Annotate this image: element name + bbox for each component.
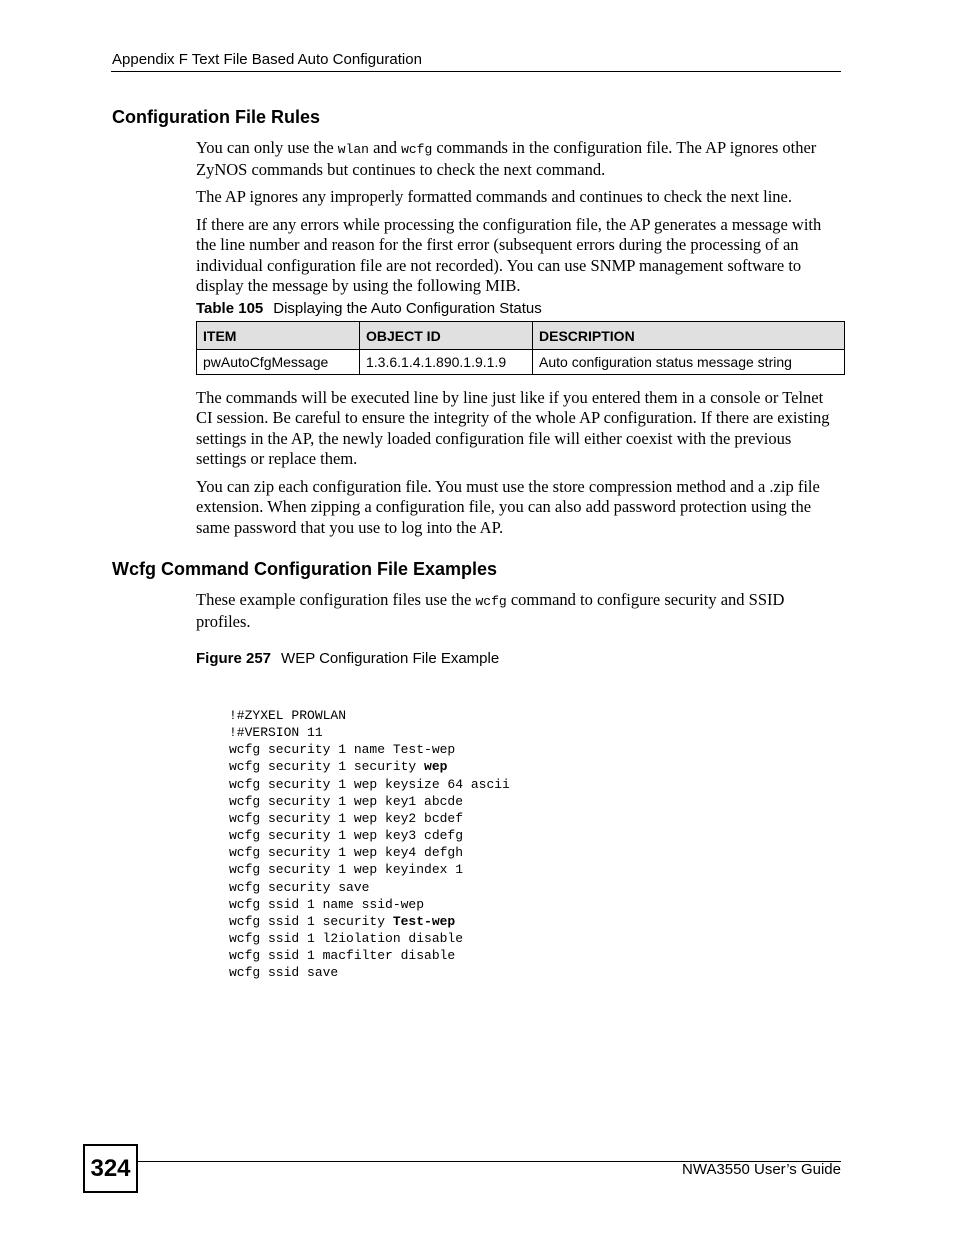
code-line [229,947,510,964]
footer-guide-title: NWA3550 User’s Guide [682,1161,841,1178]
column-header-item: ITEM [197,322,360,350]
code-line-text: wcfg ssid 1 l2iolation disable [229,931,464,947]
table-caption [196,300,542,317]
figure-caption [196,650,499,667]
paragraph-command-support [196,138,841,181]
code-line-text: wcfg ssid 1 security [229,913,393,929]
code-line-text: wcfg ssid save [229,965,339,981]
paragraph-error-processing: If there are any errors while processing the configuration file, the AP generates a message with the line number and reason for the first error (subsequent errors during the processing of an individual configuration file are not recorded). You can use SNMP management software to display the message by using the following MIB. [196,215,822,295]
code-line [229,707,510,724]
inline-code-wlan: wlan [337,142,369,157]
paragraph-improper-format: The AP ignores any improperly formatted commands and continues to check the next line. [196,187,792,206]
code-line-text: wcfg security 1 wep key3 cdefg [229,828,464,844]
code-line-text: wcfg security 1 wep key4 defgh [229,845,464,861]
running-header: Appendix F Text File Based Auto Configuration [112,51,422,68]
code-line-text: wcfg ssid 1 macfilter disable [229,948,456,964]
code-line-text: !#VERSION 11 [229,725,323,741]
code-line-bold-value: wep [424,759,448,775]
code-line [229,844,510,861]
paragraph-text: These example configuration files use the [196,590,476,609]
code-line-text: wcfg security 1 wep keysize 64 ascii [229,776,510,792]
inline-code-wcfg: wcfg [475,594,507,609]
code-line [229,930,510,947]
table-caption-label: Table 105 [196,300,264,317]
section-heading-config-file-rules: Configuration File Rules [112,107,321,127]
section-heading-wcfg-examples: Wcfg Command Configuration File Examples [112,559,498,579]
header-rule [111,71,841,72]
code-line-text: wcfg ssid 1 name ssid-wep [229,896,425,912]
paragraph-examples-intro [196,590,841,633]
paragraph-text: and [369,138,402,157]
code-line-text: !#ZYXEL PROWLAN [229,708,347,723]
code-line-bold-value: Test-wep [392,913,456,929]
code-line [229,827,510,844]
auto-config-status-table [196,321,845,375]
page-number: 324 [83,1144,138,1193]
table-header-row [197,322,845,350]
code-line-text: wcfg security 1 name Test-wep [229,742,456,758]
figure-caption-text: WEP Configuration File Example [281,650,500,667]
table-row [197,350,845,375]
code-line [229,758,510,775]
inline-code-wcfg: wcfg [401,142,433,157]
paragraph-text: command to configure security and SSID profiles. [196,590,785,632]
code-line-text: wcfg security 1 wep key2 bcdef [229,810,464,826]
config-file-code-block [229,707,510,982]
code-line [229,896,510,913]
code-line [229,861,510,878]
code-line [229,879,510,896]
code-line-text: wcfg security 1 wep key1 abcde [229,793,464,809]
paragraph-text: You can only use the [196,138,338,157]
code-line [229,964,510,981]
code-line [229,741,510,758]
figure-caption-label: Figure 257 [196,650,272,667]
cell-item: pwAutoCfgMessage [197,350,360,375]
code-line-text: wcfg security 1 security [229,759,425,775]
code-line [229,913,510,930]
code-line [229,810,510,827]
code-line [229,776,510,793]
cell-description: Auto configuration status message string [533,350,845,375]
paragraph-zip-files: You can zip each configuration file. You must use the store compression method and a .zip file extension. When zipping a configuration file, you can also add password protection using the same password that you use to log into the AP. [196,477,820,537]
paragraph-line-execution: The commands will be executed line by line just like if you entered them in a console or Telnet CI session. Be careful to ensure the integrity of the whole AP configuration. If there are existing settings in the AP, the newly loaded configuration file will either coexist with the previous settings or replace them. [196,388,830,468]
table-caption-text: Displaying the Auto Configuration Status [273,300,542,317]
code-line-text: wcfg security save [229,879,370,895]
column-header-description: DESCRIPTION [533,322,845,350]
code-line-text: wcfg security 1 wep keyindex 1 [229,862,464,878]
code-line [229,724,510,741]
code-line [229,793,510,810]
cell-object-id: 1.3.6.1.4.1.890.1.9.1.9 [360,350,533,375]
paragraph-text: commands in the configuration file. The AP ignores other ZyNOS commands but continues to check the next command. [196,138,817,180]
column-header-object-id: OBJECT ID [360,322,533,350]
